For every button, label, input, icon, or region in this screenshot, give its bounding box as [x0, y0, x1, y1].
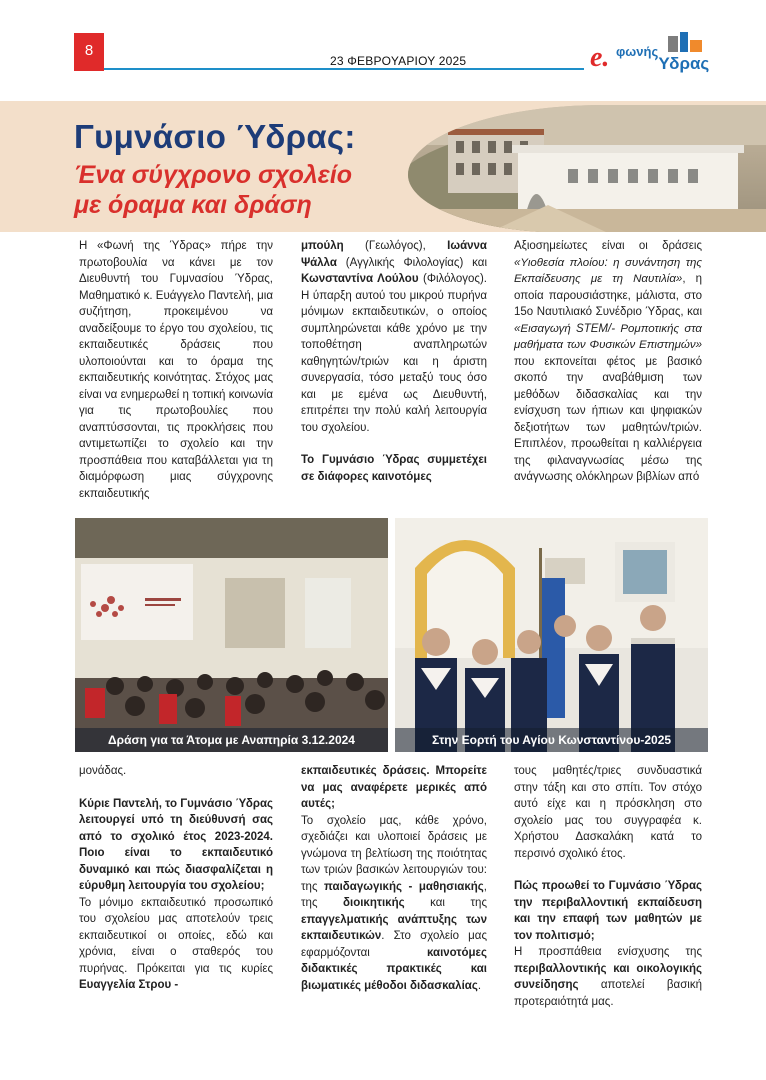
column-3-top: [514, 238, 702, 486]
question-staff: Κύριε Παντελή, το Γυμνάσιο Ύδρας λειτουργεί υπό τη διεύθυνσή σας από το σχολικό έτος 2023-2024. Ποιο είναι το εκπαιδευτικό δυναμικό και πώς διασφαλίζεται η εύρυθμη λειτουργία του σχολείου;: [79, 797, 273, 892]
answer-staff: Το μόνιμο εκπαιδευτικό προσωπικό του σχολείου μας αποτελούν τρεις εκπαιδευτικοί οι οποίες, εδώ και χρόνια, είναι ο σταθερός του πυρήνας. Πρόκειται για τις κυρίες Ευαγγελία Στρου -: [79, 896, 273, 991]
answer-environment: Η προσπάθεια ενίσχυσης της περιβαλλοντικής και οικολογικής συνείδησης αποτελεί βασική προτεραιότητά μας.: [514, 946, 702, 1008]
column-2-bottom: [301, 763, 487, 994]
question-innovative-actions-end: εκπαιδευτικές δράσεις. Μπορείτε να μας αναφέρετε μερικές από αυτές;: [301, 765, 487, 810]
photo-saint-constantine: [395, 518, 708, 752]
subtitle-line-1: Ένα σύγχρονο σχολείο: [74, 161, 352, 189]
column-2-top: [301, 238, 487, 485]
actions-paragraph: Αξιοσημείωτες είναι οι δράσεις «Υιοθεσία πλοίου: η συνάντηση της Εκπαίδευσης με τη Ναυτιλία», η οποία παρουσιάστηκε, μάλιστα, στο 15ο Ναυτιλιακό Συνέδριο Ύδρας, και «Εισαγωγή STEM/- Ρομποτικής στα μαθήματα των Φυσικών Επιστημών» που εκπονείται φέτος με βασικό σκοπό την αναβάθμιση των μεθόδων διδασκαλίας και την ενίσχυση των ήπιων και ψηφιακών δεξιοτήτων των μαθητών/τριών. Επιπλέον, προωθείται η καλλιέργεια της φιλαναγνωσίας μέσω της ανάγνωσης ολόκληρων βιβλίων από: [514, 240, 703, 483]
intro-paragraph: Η «Φωνή της Ύδρας» πήρε την πρωτοβουλία να κάνει με τον Διευθυντή του Γυμνασίου Ύδρας, Μαθηματικό κ. Ευάγγελο Παντελή, μια συζήτηση, προκειμένου να αναδείξουμε το έργο του σχολείου, τις εκπαιδευτικές δράσεις που υλοποιούνται και το όραμα της εκπαιδευτικής κοινότητας. Στόχος μας είναι να ενημερωθεί η τοπική κοινωνία για τις πρωτοβουλίες που αναπτύσσονται, τις προκλήσεις που αντιμετωπίζει το σχολείο και την προσπάθεια που καταβάλλεται για τη διαμόρφωση μιας σύγχρονης εκπαιδευτικής: [79, 240, 273, 500]
subtitle-line-2: με όραμα και δράση: [74, 191, 312, 219]
intro-paragraph-end: μονάδας.: [79, 765, 127, 777]
newspaper-logo: [590, 32, 708, 76]
answer-actions: Το σχολείο μας, κάθε χρόνο, σχεδιάζει και υλοποιεί δράσεις με γνώμονα τη βελτίωση της ποιότητας των τριών βασικών λειτουργιών του: της παιδαγωγικής - μαθησιακής, της διοικητικής και της επαγγελματικής ανάπτυξης των εκπαιδευτικών. Στο σχολείο μας εφαρμόζονται καινοτόμες διδακτικές πρακτικές και βιωματικές μέθοδοι διδασκαλίας.: [301, 814, 487, 992]
header-divider: [104, 68, 584, 70]
photo-caption-left: Δράση για τα Άτομα με Αναπηρία 3.12.2024: [75, 728, 388, 752]
school-building-photo: [408, 105, 766, 232]
question-environment: Πώς προωθεί το Γυμνάσιο Ύδρας την περιβαλλοντική εκπαίδευση και την επαφή των μαθητών με τον πολιτισμό;: [514, 880, 702, 942]
staff-paragraph: μπούλη (Γεωλόγος), Ιωάννα Ψάλλα (Αγγλικής Φιλολογίας) και Κωνσταντίνα Λούλου (Φιλόλογος). Η ύπαρξη αυτού του μικρού πυρήνα μόνιμων εκπαιδευτικών, ο οποίος συμπληρώνεται κάθε χρόνο με την τοποθέτηση αναπληρωτών καθηγητών/τριών και η άριστη συνεργασία, τόσο μεταξύ τους όσο και με εμένα ως Διευθυντή, επιτρέπει την πολύ καλή λειτουργία του σχολείου.: [301, 240, 487, 434]
logo-bottom-text: Ύδρας: [654, 54, 710, 73]
column-3-bottom: [514, 763, 702, 1010]
logo-top-text: φωνής: [616, 44, 659, 59]
column-1-top: [79, 238, 273, 502]
reading-paragraph: τους μαθητές/τριες συνδυαστικά στην τάξη και στο σπίτι. Τον στόχο αυτό είχε και η πρόσκληση στο σχολείο μας του συγγραφέα κ. Χρήστου Δασκαλάκη κατά το περσινό σχολικό έτος.: [514, 765, 702, 860]
photo-caption-right: Στην Εορτή του Αγίου Κωνσταντίνου-2025: [395, 728, 708, 752]
photo-disability-event: [75, 518, 388, 752]
page-number: 8: [74, 33, 104, 71]
logo-e: e.: [590, 42, 610, 73]
column-1-bottom: [79, 763, 273, 994]
issue-date: 23 ΦΕΒΡΟΥΑΡΙΟΥ 2025: [330, 54, 467, 68]
article-subtitle: [74, 160, 352, 220]
question-innovative-actions: Το Γυμνάσιο Ύδρας συμμετέχει σε διάφορες καινοτόμες: [301, 454, 487, 483]
article-title: Γυμνάσιο Ύδρας:: [74, 118, 356, 155]
